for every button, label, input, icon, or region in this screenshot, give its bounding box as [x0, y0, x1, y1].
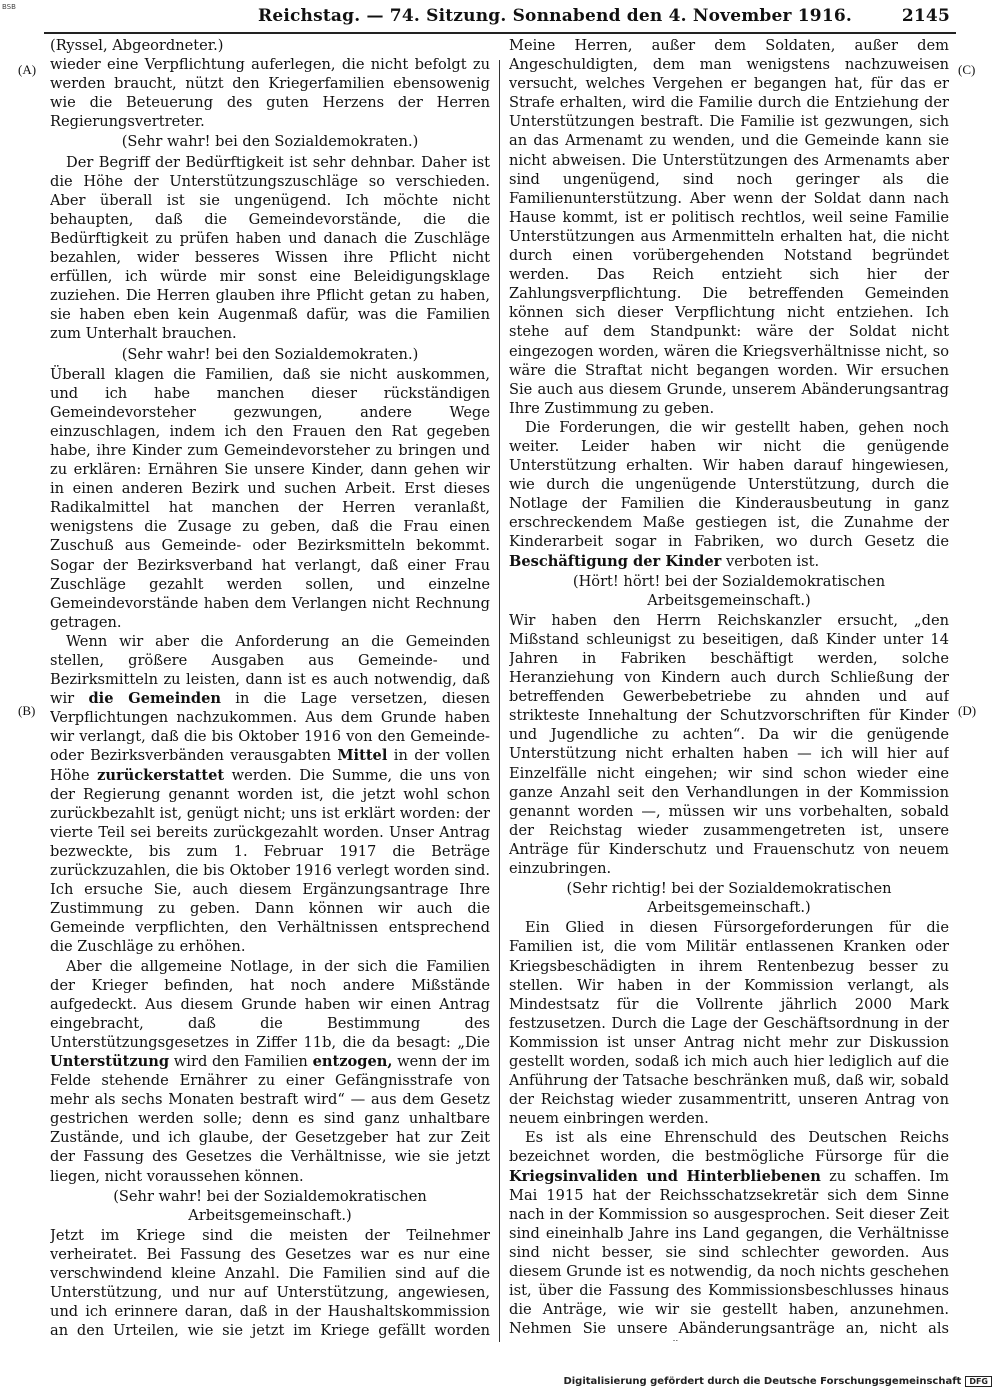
paragraph: Jetzt im Kriege sind die meisten der Teilnehmer verheiratet. Bei Fassung des Gesetzes war es nur eine verschwindend kleine Anzahl. Die Familien sind auf die Unterstützung, und nur auf Unterstützung, angewiesen, und ich erinnere daran, daß in der Haushaltskommission an den Urteilen, wie sie jetzt im Kriege gefällt worden [50, 1226, 490, 1340]
interjection: (Hört! hört! bei der Sozialdemokratischen Arbeitsgemeinschaft.) [572, 572, 886, 609]
paragraph: Wenn wir aber die Anforderung an die Gemeinden stellen, größere Ausgaben aus Gemeinde- und Bezirksmitteln zu leisten, dann ist es auch notwendig, daß wir die Gemeinden in die Lage versetzen, diesen Verpflichtungen nachzukommen. Aus dem Grunde haben wir verlangt, daß die bis Oktober 1916 von den Gemeinde- oder Bezirksverbänden verausgabten Mittel in der vollen Höhe zurückerstattet werden. Die Summe, die uns von der Regierung genannt worden ist, die jetzt wohl schon zurückbezahlt ist, genügt nicht; uns ist erklärt worden: der vierte Teil sei bereits zurückgezahlt worden. Unser Antrag bezweckte, bis zum 1. Februar 1917 die Beträge zurückzuzahlen, die bis Oktober 1916 verlegt worden sind. Ich ersuche Sie, auch diesem Ergänzungsantrage Ihre Zustimmung zu geben. Dann können wir auch die Gemeinde verpflichten, den Verhältnissen entsprechend die Zuschläge zu erhöhen. [50, 632, 490, 956]
column-divider [499, 60, 500, 1342]
margin-letter-d: (D) [958, 703, 977, 718]
paragraph: Der Begriff der Bedürftigkeit ist sehr dehnbar. Daher ist die Höhe der Unterstützungszuschläge so verschieden. Aber überall ist sie ungenügend. Ich möchte nicht behaupten, daß die Gemeindevorstände, die die Bedürftigkeit zu prüfen haben und danach die Zuschläge bezahlen, wider besseres Wissen ihre Pflicht nicht erfüllen, ich würde mir sonst eine Beleidigungsklage zuziehen. Die Herren glauben ihre Pflicht getan zu haben, sie haben eben kein Augenmaß dafür, was die Familien zum Unterhalt brauchen. [50, 153, 490, 343]
paragraph: Überall klagen die Familien, daß sie nicht auskommen, und ich habe manchen dieser rückständigen Gemeindevorsteher gezwungen, andere Wege einzuschlagen, indem ich den Frauen den Rat gegeben habe, ihre Kinder zum Gemeindevorsteher zu bringen und zu erklären: Ernähren Sie unsere Kinder, dann gehen wir in einen anderen Bezirk und suchen Arbeit. Erst dieses Radikalmittel hat manchen der Herren veranlaßt, wenigstens die Zusage zu geben, daß die Frau einen Zuschuß aus Gemeinde- oder Bezirksmitteln bekommt. Sogar der Bezirksverband hat verlangt, daß einer Frau Zuschläge gezahlt werden sollen, und einzelne Gemeindevorstände haben dem Verlangen nicht Rechnung getragen. [50, 365, 490, 631]
emphasis: Kriegsinvaliden und Hinterbliebenen [509, 1167, 821, 1185]
footer-text: Digitalisierung gefördert durch die Deutsche Forschungsgemeinschaft [563, 1376, 962, 1387]
digitization-footer [563, 1376, 992, 1387]
emphasis: Mittel [337, 747, 388, 765]
paragraph: Meine Herren, außer dem Soldaten, außer dem Angeschuldigten, dem man wenigstens nachzuweisen versucht, welches Vergehen er begangen hat, für das er Strafe erhalten, wird die Familie durch die Entziehung der Unterstützungen bestraft. Die Familie ist gezwungen, sich an das Armenamt zu wenden, und die Gemeinde kann sie nicht abweisen. Die Unterstützungen des Armenamts aber sind ungenügend, sind noch geringer als die Familienunterstützung. Aber wenn der Soldat dann nach Hause kommt, ist er politisch rechtlos, weil seine Familie Unterstützungen aus Armenmitteln erhalten hat, die nicht durch einen vorübergehenden Notstand begründet werden. Das Reich entzieht sich hier der Zahlungsverpflichtung. Die betreffenden Gemeinden können sich dieser Verpflichtung nicht entziehen. Ich stehe auf dem Standpunkt: wäre der Soldat nicht eingezogen worden, wären die Kriegsverhältnisse nicht, so wäre die Straftat nicht begangen worden. Wir ersuchen Sie auch aus diesem Grunde, unserem Abänderungsantrag Ihre Zustimmung zu geben. [509, 37, 949, 417]
emphasis: Beschäftigung der Kinder [509, 552, 722, 570]
paragraph: wieder eine Verpflichtung auferlegen, die nicht befolgt zu werden braucht, nützt den Kriegerfamilien ebensowenig wie die Beteuerung des guten Herzens der Herren Regierungsvertreter. [50, 56, 490, 131]
emphasis: Unterstützung [50, 1052, 170, 1070]
margin-letter-a: (A) [18, 62, 37, 77]
page-header [50, 6, 950, 30]
emphasis: zurückerstattet [97, 766, 225, 784]
interjection: (Sehr wahr! bei den Sozialdemokraten.) [121, 345, 419, 363]
paragraph: Die Forderungen, die wir gestellt haben, gehen noch weiter. Leider haben wir nicht die genügende Unterstützung erhalten. Wir haben darauf hingewiesen, wie durch die ungenügende Unterstützung, durch die Notlage der Familien die Kinderausbeutung in ganz erschreckendem Maße gestiegen ist, die Zunahme der Kinderarbeit sogar in Fabriken, wo durch Gesetz die Beschäftigung der Kinder verboten ist. [509, 418, 949, 570]
running-title: Reichstag. — 74. Sitzung. Sonnabend den 4. November 1916. [258, 6, 853, 26]
paragraph: Es ist als eine Ehrenschuld des Deutschen Reichs bezeichnet worden, die bestmögliche Fürsorge für die Kriegsinvaliden und Hinterbliebenen zu schaffen. Im Mai 1915 hat der Reichsschatzsekretär sich dem Sinne nach in der Kommission so ausgesprochen. Seit dieser Zeit sind eineinhalb Jahre ins Land gegangen, die Verhältnisse sind nicht besser, sie sind schlechter geworden. Aus diesem Grunde ist es notwendig, da noch nichts geschehen ist, über die Fassung des Kommissionsbeschlusses hinaus die Anträge, wie wir sie gestellt haben, anzunehmen. Nehmen Sie unsere Abänderungsanträge an, nicht als [509, 1129, 949, 1338]
emphasis: entzogen, [312, 1052, 393, 1070]
emphasis: die Gemeinden [88, 690, 221, 708]
library-mark: BSB [2, 3, 16, 11]
speaker-label: (Ryssel, Abgeordneter.) [50, 37, 224, 54]
paragraph: Aber die allgemeine Notlage, in der sich die Familien der Krieger befinden, hat noch andere Mißstände aufgedeckt. Aus diesem Grunde haben wir einen Antrag eingebracht, daß die Bestimmung des Unterstützungsgesetzes in Ziffer 11b, die da besagt: „Die Unterstützung wird den Familien entzogen, wenn der im Felde stehende Ernährer zu einer Gefängnisstrafe von mehr als sechs Monaten bestraft wird“ — aus dem Gesetz gestrichen werden solle; denn es sind ganz unhaltbare Zustände, und ich glaube, der Gesetzgeber hat zur Zeit der Fassung des Gesetzes die Verhältnisse, wie sie jetzt liegen, nicht voraussehen können. [50, 957, 490, 1185]
interjection: (Sehr wahr! bei der Sozialdemokratischen Arbeitsgemeinschaft.) [113, 1187, 427, 1224]
interjection: (Sehr wahr! bei den Sozialdemokraten.) [121, 133, 419, 151]
paragraph: Ein Glied in diesen Fürsorgeforderungen für die Familien ist, die vom Militär entlassenen Kranken oder Kriegsbeschädigten in ihrem Rentenbezug besser zu stellen. Wir haben in der Kommission verlangt, als Mindestsatz für die Vollrente jährlich 2000 Mark festzusetzen. Durch die Lage der Geschäftsordnung in der Kommission ist unser Antrag nicht mehr zur Diskussion gestellt worden, sodaß ich mich auch hier lediglich auf die Anführung der Tatsache beschränken muß, daß wir, sobald der Reichstag wieder zusammentritt, unseren Antrag von neuem einbringen werden. [509, 919, 949, 1128]
margin-letter-b: (B) [18, 703, 36, 718]
margin-letter-c: (C) [958, 62, 976, 77]
interjection: (Sehr richtig! bei der Sozialdemokratischen Arbeitsgemeinschaft.) [566, 880, 892, 917]
right-column [509, 36, 949, 1341]
page-number: 2145 [901, 6, 950, 26]
left-column [50, 36, 490, 1341]
dfg-logo: DFG [965, 1376, 992, 1387]
header-rule [44, 32, 956, 34]
paragraph: Wir haben den Herrn Reichskanzler ersucht, „den Mißstand schleunigst zu beseitigen, daß Kinder unter 14 Jahren in Fabriken beschäftigt werden, solche Heranziehung von Kindern auch durch Schließung der betreffenden Gewerbebetriebe zu ahnden und auf strikteste Innehaltung der Schutzvorschriften für Kinder und Jugendliche zu achten“. Da wir die genügende Unterstützung nicht erhalten haben — ich will hier auf Einzelfälle nicht eingehen; wir sind schon wieder eine ganze Anzahl seit den Verhandlungen in der Kommission genannt worden —, müssen wir uns vorbehalten, sobald der Reichstag wieder zusammengetreten ist, unsere Anträge für Kinderschutz und Frauenschutz von neuem einzubringen. [509, 611, 949, 878]
